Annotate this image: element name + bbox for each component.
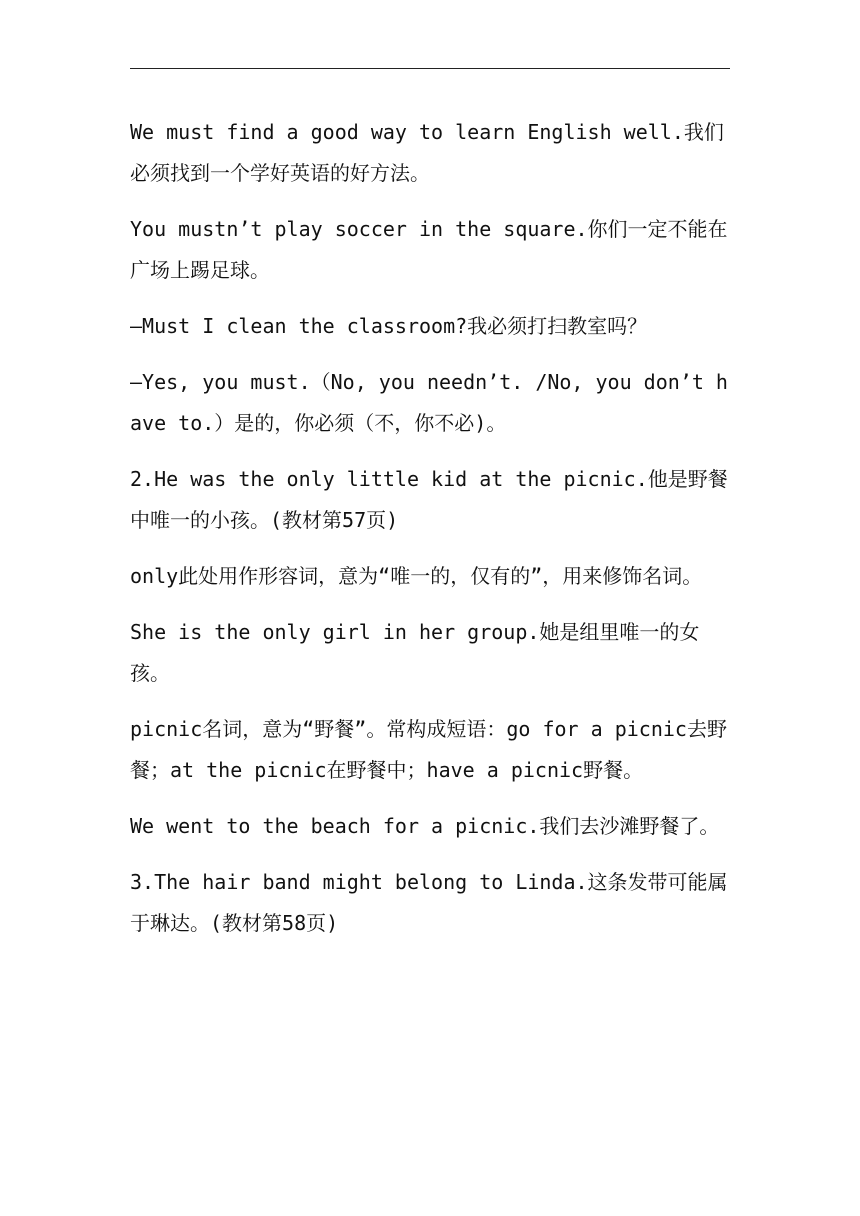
paragraph-beach-picnic-example: We went to the beach for a picnic.我们去沙滩野餐了。 [130, 814, 720, 838]
paragraph-must-clean-question: —Must I clean the classroom?我必须打扫教室吗？ [130, 314, 648, 338]
paragraph-only-little-kid: 2.He was the only little kid at the picnic.他是野餐中唯一的小孩。(教材第57页) [130, 467, 728, 532]
paragraph-only-definition: only此处用作形容词，意为“唯一的，仅有的”，用来修饰名词。 [130, 564, 703, 588]
paragraph-only-girl-example: She is the only girl in her group.她是组里唯一的女孩。 [130, 620, 700, 685]
paragraph-hair-band: 3.The hair band might belong to Linda.这条发带可能属于琳达。(教材第58页) [130, 870, 728, 935]
paragraph-yes-you-must-answer: —Yes, you must.（No, you needn’t. /No, you don’t have to.）是的，你必须（不，你不必)。 [130, 370, 728, 435]
paragraph-picnic-definition: picnic名词，意为“野餐”。常构成短语：go for a picnic去野餐；at the picnic在野餐中；have a picnic野餐。 [130, 717, 727, 782]
paragraph-mustnt-play-soccer: You mustn’t play soccer in the square.你们一定不能在广场上踢足球。 [130, 217, 728, 282]
document-body [130, 112, 730, 959]
paragraph-must-find-way: We must find a good way to learn English well.我们必须找到一个学好英语的好方法。 [130, 120, 724, 185]
header-rule [130, 68, 730, 69]
